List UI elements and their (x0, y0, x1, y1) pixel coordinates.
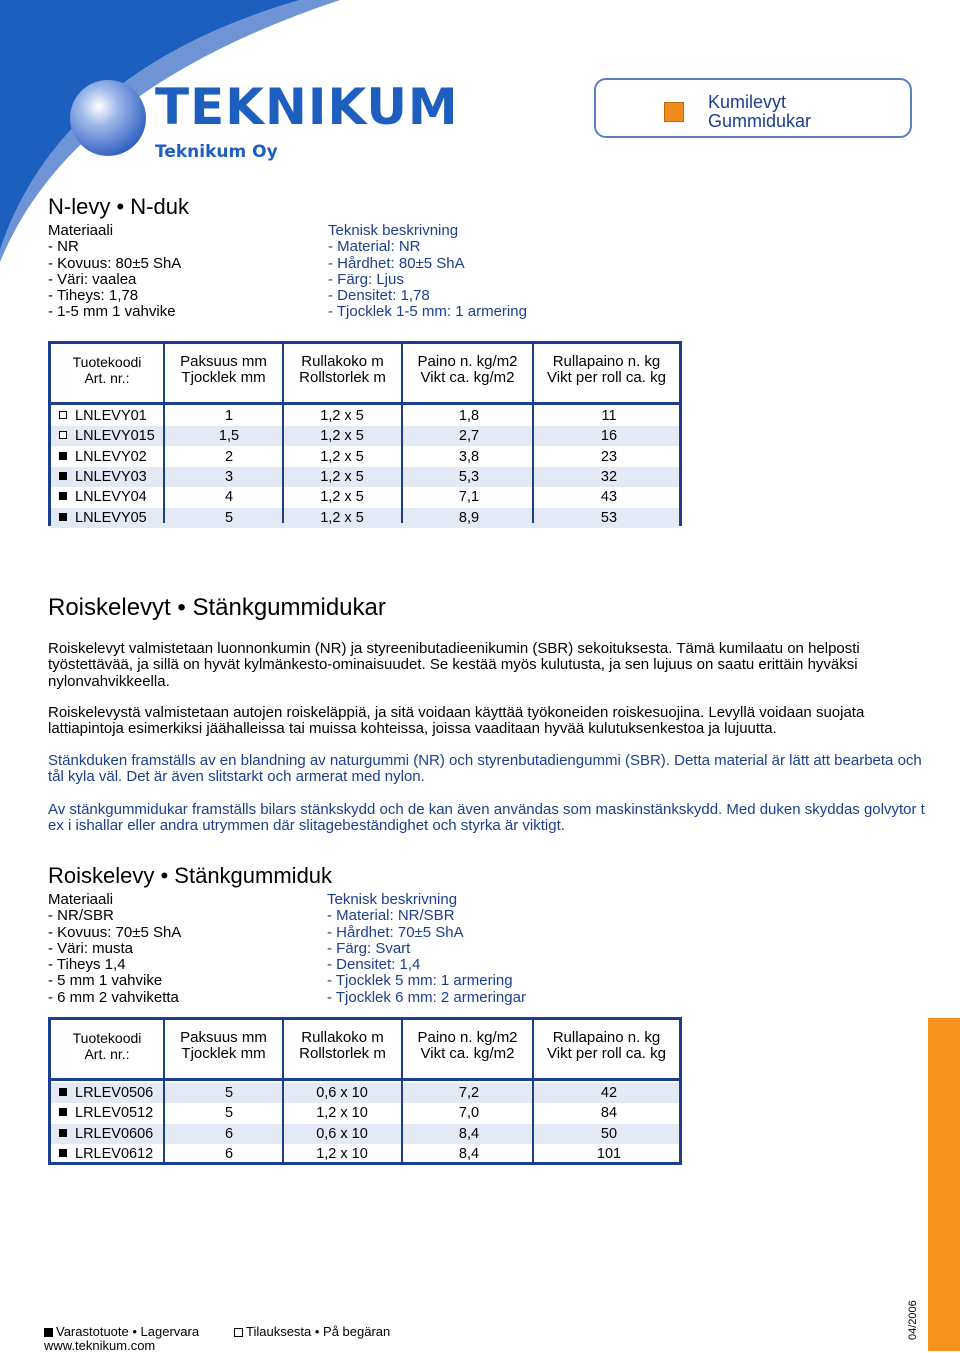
table-row (51, 508, 679, 528)
table-row (51, 487, 679, 507)
filled-square-icon (59, 492, 67, 500)
cell-roll-weight: 53 (600, 509, 618, 526)
spec-line: - Färg: Ljus (328, 270, 404, 288)
cell-weight: 8,4 (458, 1145, 480, 1162)
cell-roll: 1,2 x 5 (320, 489, 364, 506)
column-divider (401, 404, 403, 523)
spec-line: - Densitet: 1,78 (328, 287, 430, 305)
table-row (51, 1103, 679, 1123)
legend-stock-label: Varastotuote • Lagervara (56, 1324, 200, 1339)
specs-sv (328, 223, 527, 321)
logo-sphere-icon (60, 70, 160, 170)
header-label: Tuotekoodi (72, 354, 142, 370)
legend-order-label: Tilauksesta • På begäran (246, 1324, 391, 1339)
header-label: Rullapaino n. kg (552, 353, 661, 370)
cell-thick: 4 (224, 489, 234, 506)
legend-stock (44, 1324, 199, 1339)
header-label: Art. nr.: (84, 1046, 130, 1062)
table-row (51, 1124, 679, 1144)
spec-line: - Densitet: 1,4 (327, 956, 421, 974)
cell-thick: 6 (224, 1145, 234, 1162)
section-title-n-levy: N-levy • N-duk (48, 194, 189, 219)
cell-roll-weight: 42 (600, 1085, 618, 1101)
cell-roll: 1,2 x 5 (320, 509, 364, 526)
category-line-sv: Gummidukar (708, 111, 812, 131)
cell-thick: 5 (224, 1105, 234, 1122)
header-label: Tuotekoodi (72, 1030, 142, 1046)
column-divider (401, 1080, 403, 1162)
filled-square-icon (59, 452, 67, 460)
open-square-icon (59, 431, 67, 439)
filled-square-icon (59, 1108, 67, 1116)
cell-weight: 3,8 (458, 448, 480, 465)
spec-line: - Kovuus: 80±5 ShA (48, 254, 182, 272)
table-header-cell (534, 344, 679, 404)
publication-date: 04/2006 (907, 1300, 919, 1340)
table-header-cell (403, 1020, 534, 1080)
cell-roll: 1,2 x 5 (320, 448, 364, 465)
table-header-cell (284, 1020, 403, 1080)
cell-thick: 5 (224, 509, 234, 526)
cell-weight: 1,8 (458, 408, 480, 424)
column-divider (163, 404, 165, 523)
paragraph-sv-1: Stänkduken framställs av en blandning av naturgummi (NR) och styrenbutadiengummi (SBR). Detta material är lätt att bearbeta och tål kyla väl. Det är även slitstarkt och armerat med nylon. (48, 752, 922, 786)
product-code: LNLEVY03 (75, 468, 147, 485)
spec-line: - Tiheys 1,4 (48, 956, 126, 974)
spec-line: - Tiheys: 1,78 (48, 287, 139, 305)
header-label: Rullapaino n. kg (552, 1029, 661, 1046)
column-divider (532, 1080, 534, 1162)
spec-line: - 5 mm 1 vahvike (48, 972, 163, 990)
header-label: Tjocklek mm (181, 1045, 266, 1062)
paragraph-fi-1: Roiskelevyt valmistetaan luonnonkumin (NR) ja styreenibutadieenikumin (SBR) sekoituksesta. Tämä kumilaatu on helposti työstettävää, ja sillä on hyvät kylmänkesto-ominaisuudet. Se kestää myös kulutusta, ja sen lujuus on saatu erittäin hyväksi nylonvahvikkeella. (48, 640, 860, 690)
table-header (51, 344, 679, 404)
product-code: LRLEV0512 (75, 1105, 154, 1122)
category-box (594, 78, 912, 138)
cell-roll-weight: 16 (600, 428, 618, 445)
specs-fi (48, 223, 181, 321)
product-code: LNLEVY04 (75, 489, 147, 506)
product-code: LRLEV0506 (75, 1085, 154, 1101)
cell-thick: 2 (224, 448, 234, 465)
table-header-cell (51, 1020, 165, 1080)
header-label: Rullakoko m (301, 1029, 384, 1046)
cell-roll: 0,6 x 10 (316, 1125, 368, 1142)
cell-roll: 1,2 x 10 (316, 1145, 368, 1162)
cell-roll-weight: 50 (600, 1125, 618, 1142)
cell-roll-weight: 84 (600, 1105, 618, 1122)
open-square-icon (234, 1328, 243, 1337)
cell-roll: 0,6 x 10 (316, 1085, 368, 1101)
column-divider (163, 1080, 165, 1162)
cell-thick: 6 (224, 1125, 234, 1142)
spec-line: Teknisk beskrivning (327, 891, 458, 908)
cell-weight: 7,2 (458, 1085, 480, 1101)
spec-line: - Hårdhet: 70±5 ShA (327, 923, 464, 941)
filled-square-icon (59, 472, 67, 480)
header-label: Rollstorlek m (299, 369, 386, 386)
filled-square-icon (59, 1149, 67, 1157)
specs-sv-2 (327, 892, 526, 1006)
header-label: Paksuus mm (180, 353, 267, 370)
spec-line: Teknisk beskrivning (328, 222, 459, 239)
header-label: Vikt per roll ca. kg (547, 369, 666, 386)
table-header-cell (534, 1020, 679, 1080)
section-title-roiskelevyt: Roiskelevyt • Stänkgummidukar (48, 594, 386, 621)
cell-roll-weight: 101 (596, 1145, 622, 1162)
product-table-n-levy (48, 341, 682, 526)
table-row (51, 1144, 679, 1164)
filled-square-icon (59, 1129, 67, 1137)
spec-line: - 1-5 mm 1 vahvike (48, 303, 176, 321)
cell-roll: 1,2 x 10 (316, 1105, 368, 1122)
spec-line: - 6 mm 2 vahviketta (48, 988, 179, 1006)
category-line-fi: Kumilevyt (708, 92, 787, 112)
header-label: Paino n. kg/m2 (417, 1029, 518, 1046)
cell-roll: 1,2 x 5 (320, 428, 364, 445)
header-label: Vikt ca. kg/m2 (420, 1045, 515, 1062)
table-header-cell (165, 1020, 284, 1080)
spec-line: - Kovuus: 70±5 ShA (48, 923, 182, 941)
product-code: LNLEVY02 (75, 448, 147, 465)
table-row (51, 1083, 679, 1103)
orange-square-icon (664, 102, 684, 122)
table-row (51, 447, 679, 467)
cell-roll: 1,2 x 5 (320, 408, 364, 424)
spec-line: - Material: NR/SBR (327, 907, 455, 925)
column-divider (532, 404, 534, 523)
spec-line: - Färg: Svart (327, 939, 411, 957)
cell-roll-weight: 43 (600, 489, 618, 506)
cell-roll: 1,2 x 5 (320, 468, 364, 485)
header-label: Vikt per roll ca. kg (547, 1045, 666, 1062)
header-label: Vikt ca. kg/m2 (420, 369, 515, 386)
teknikum-logo (60, 70, 459, 170)
cell-weight: 8,4 (458, 1125, 480, 1142)
spec-line: - Väri: musta (48, 939, 134, 957)
spec-line: - Tjocklek 6 mm: 2 armeringar (327, 988, 526, 1006)
header-label: Paino n. kg/m2 (417, 353, 518, 370)
cell-weight: 7,0 (458, 1105, 480, 1122)
cell-roll-weight: 32 (600, 468, 618, 485)
header-label: Rullakoko m (301, 353, 384, 370)
cell-weight: 8,9 (458, 509, 480, 526)
header-divider (51, 1078, 679, 1081)
header-label: Tjocklek mm (181, 369, 266, 386)
header-label: Art. nr.: (84, 370, 130, 386)
paragraph-fi-2: Roiskelevystä valmistetaan autojen roiskeläppiä, ja sitä voidaan käyttää työkoneiden roiskesuojina. Levyllä voidaan suojata lattiapintoja esimerkiksi jäähalleissa tai muissa kohteissa, joissa vaaditaan hyvää kulutuksenkestoa ja lujuutta. (48, 704, 865, 738)
filled-square-icon (59, 1088, 67, 1096)
spec-line: - Väri: vaalea (48, 270, 137, 288)
spec-line: - Hårdhet: 80±5 ShA (328, 254, 465, 272)
column-divider (282, 404, 284, 523)
section-title-roiskelevy: Roiskelevy • Stänkgummiduk (48, 863, 333, 888)
product-code: LRLEV0606 (75, 1125, 154, 1142)
open-square-icon (59, 411, 67, 419)
product-code: LRLEV0612 (75, 1145, 154, 1162)
website[interactable]: www.teknikum.com (44, 1338, 156, 1353)
table-header-cell (403, 344, 534, 404)
cell-weight: 5,3 (458, 468, 480, 485)
cell-thick: 3 (224, 468, 234, 485)
table-header-cell (165, 344, 284, 404)
spec-line: Materiaali (48, 222, 114, 239)
filled-square-icon (44, 1328, 53, 1337)
spec-line: - Tjocklek 1-5 mm: 1 armering (328, 303, 527, 321)
spec-line: - Material: NR (328, 238, 421, 256)
cell-roll-weight: 23 (600, 448, 618, 465)
table-row (51, 426, 679, 446)
cell-roll-weight: 11 (601, 408, 617, 424)
logo-wordmark: TEKNIKUM (155, 78, 459, 136)
header-divider (51, 402, 679, 405)
table-header-cell (284, 344, 403, 404)
cell-weight: 7,1 (458, 489, 480, 506)
logo-company-name: Teknikum Oy (155, 142, 278, 162)
cell-weight: 2,7 (458, 428, 480, 445)
header-label: Rollstorlek m (299, 1045, 386, 1062)
cell-thick: 1,5 (218, 428, 240, 445)
table-row (51, 467, 679, 487)
product-code: LNLEVY015 (75, 428, 155, 445)
table-header (51, 1020, 679, 1080)
spec-line: - Tjocklek 5 mm: 1 armering (327, 972, 513, 990)
paragraph-sv-2: Av stänkgummidukar framställs bilars stänkskydd och de kan även användas som maskinstänkskydd. Med duken skyddas golvytor t ex i ishallar eller andra utrymmen där slitagebeständighet och styrka är viktigt. (48, 801, 925, 835)
table-header-cell (51, 344, 165, 404)
table-row (51, 406, 679, 426)
specs-fi-2 (48, 892, 181, 1006)
product-code: LNLEVY05 (75, 509, 147, 526)
spec-line: - NR (48, 238, 79, 256)
spec-line: Materiaali (48, 891, 114, 908)
cell-thick: 5 (224, 1085, 234, 1101)
filled-square-icon (59, 513, 67, 521)
product-table-roiskelevy (48, 1017, 682, 1165)
header-label: Paksuus mm (180, 1029, 267, 1046)
cell-thick: 1 (224, 408, 234, 424)
legend-order (234, 1324, 390, 1339)
column-divider (282, 1080, 284, 1162)
product-code: LNLEVY01 (75, 408, 147, 424)
orange-side-bar (928, 1018, 960, 1351)
spec-line: - NR/SBR (48, 907, 114, 925)
